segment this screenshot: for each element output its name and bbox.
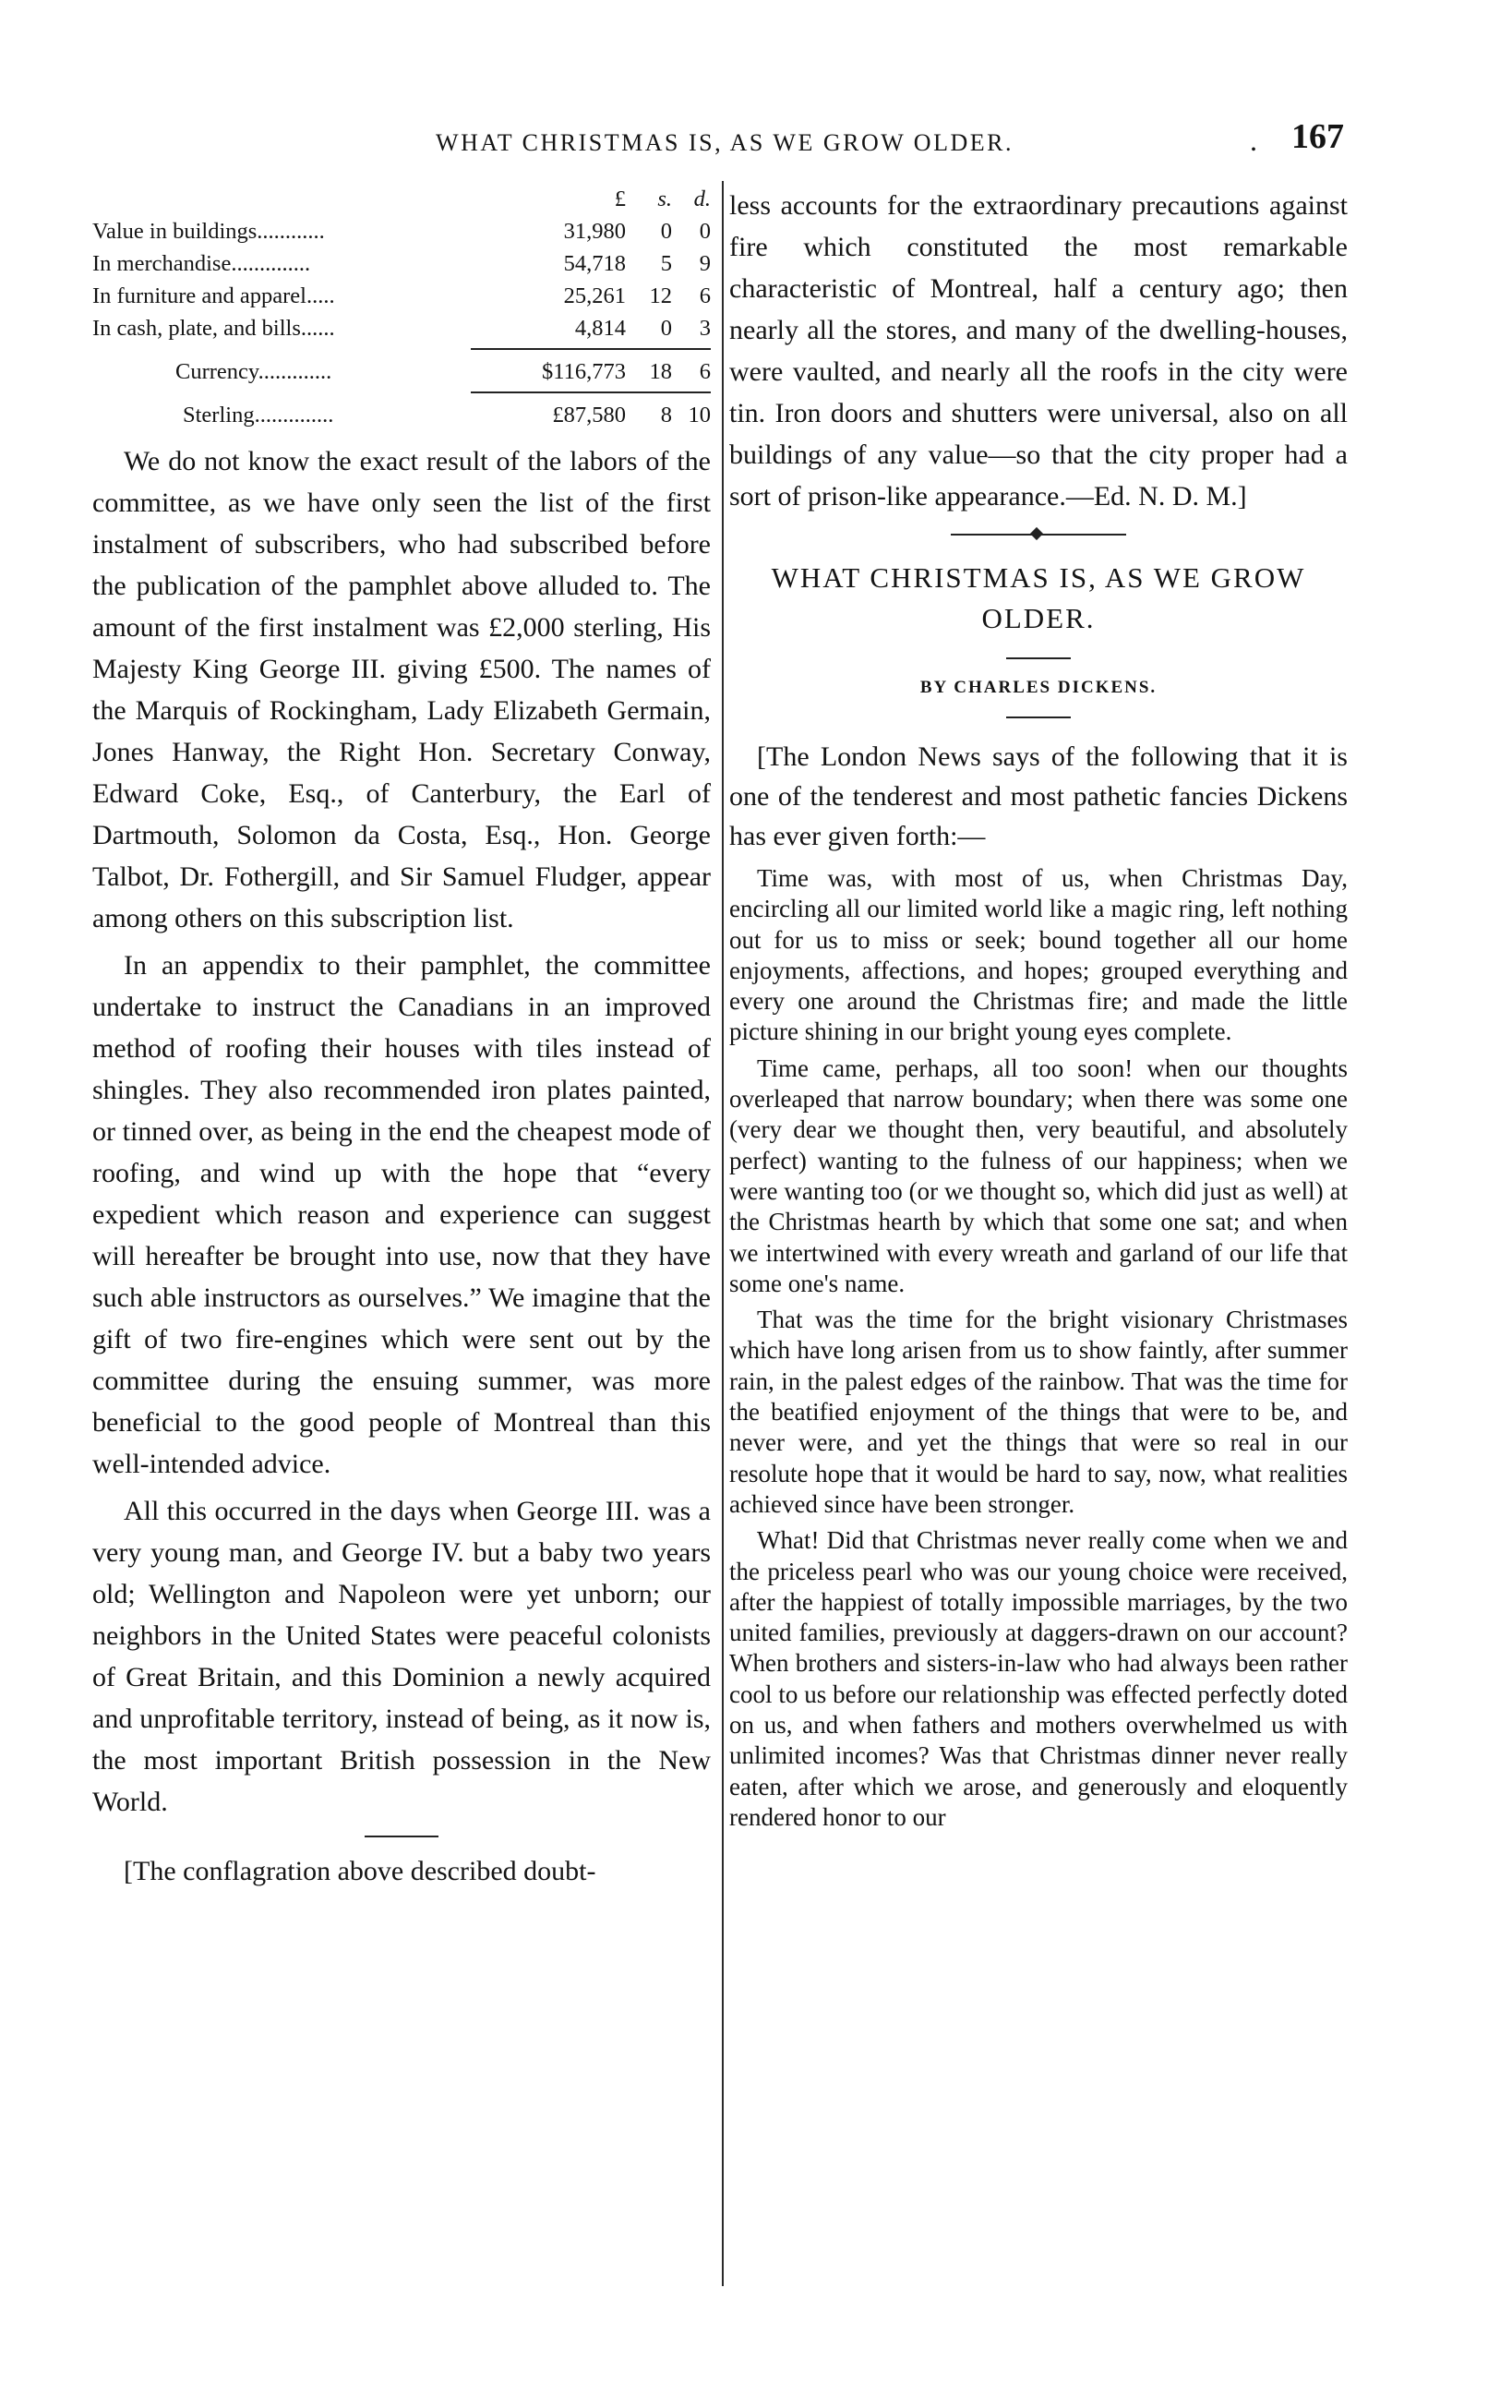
currency-pounds: $116,773 <box>542 359 626 384</box>
byline-rule <box>1006 716 1071 718</box>
paragraph: We do not know the exact result of the labors of the committee, as we have only seen the list of the first instalment of subscribers, who had subscribed before the publication of the pamphlet above alluded to. The amount of the first instalment was £2,000 sterling, His Majesty King George III. giving £500. The names of the Marquis of Rockingham, Lady Elizabeth Germain, Jones Hanway, the Right Hon. Secretary Conway, Edward Coke, Esq., of Canterbury, the Earl of Dartmouth, Solomon da Costa, Esq., Hon. George Talbot, Dr. Fothergill, and Sir Samuel Fludger, appear among others on this subscription list. <box>92 446 711 933</box>
sterling-pounds: £87,580 <box>552 403 626 427</box>
left-column <box>92 183 711 1892</box>
ornamental-rule <box>951 534 1126 536</box>
row-pounds: 31,980 <box>563 219 626 244</box>
row-shillings: 0 <box>660 219 672 244</box>
sum-rule <box>471 391 711 393</box>
intro-note: [The London News says of the following that it is one of the tenderest and most pathetic fancies Dickens has ever given forth:— <box>729 741 1348 851</box>
page-header <box>92 116 1357 172</box>
row-pounds: 25,261 <box>563 283 626 308</box>
editor-note: [The conflagration above described doubt- <box>124 1856 596 1886</box>
currency-label: Currency............. <box>175 359 332 384</box>
row-pence: 3 <box>699 316 711 341</box>
right-column <box>729 185 1348 1838</box>
row-pounds: 54,718 <box>563 251 626 276</box>
section-rule <box>365 1836 438 1837</box>
page-number: 167 <box>1291 117 1344 156</box>
paragraph: Time was, with most of us, when Christmas Day, encircling all our limited world like a magic ring, left nothing out for us to miss or seek; bound together all our home enjoyments, affections, and hopes; grouped everything and every one around the Christmas fire; and made the little picture shining in our bright young eyes complete. <box>729 864 1348 1046</box>
paragraph: What! Did that Christmas never really come when we and the priceless pearl who was our young choice were received, after the happiest of totally impossible marriages, by the two united families, previously at daggers-drawn on our account? When brothers and sisters-in-law who had always been rather cool to us before our relationship was effected perfectly doted on us, and when fathers and mothers overwhelmed us with unlimited incomes? Was that Christmas dinner never really eaten, after which we arose, and generously and eloquently rendered honor to our <box>729 1526 1348 1831</box>
paragraph: All this occurred in the days when George III. was a very young man, and George IV. but a baby two years old; Wellington and Napoleon were yet unborn; our neighbors in the United States were peaceful colonists of Great Britain, and this Dominion a newly acquired and unprofitable territory, instead of being, as it now is, the most important British possession in the New World. <box>92 1496 711 1817</box>
row-shillings: 0 <box>660 316 672 341</box>
sum-rule <box>471 348 711 350</box>
currency-total-row <box>92 355 711 388</box>
editor-note-continued: less accounts for the extraordinary precautions against fire which constituted the most remarkable characteristic of Montreal, half a century ago; then nearly all the stores, and many of the dwelling-houses, were vaulted, and nearly all the roofs in the city were tin. Iron doors and shutters were universal, also on all buildings of any value—so that the city proper had a sort of prison-like appearance.—Ed. N. D. M.] <box>729 190 1348 512</box>
sterling-label: Sterling.............. <box>183 403 334 427</box>
sterling-pence: 10 <box>688 403 711 427</box>
row-label: In furniture and apparel..... <box>92 283 335 308</box>
row-pence: 0 <box>699 219 711 244</box>
paragraph: Time came, perhaps, all too soon! when our thoughts overleaped that narrow boundary; when there was some one (very dear we thought then, very beautiful, and absolutely perfect) wanting to the fulness of our happiness; when we were wanting too (or we thought so, which did just as well) at the Christmas hearth by which that some one sat; and when we intertwined with every wreath and garland of our life that some one's name. <box>729 1054 1348 1297</box>
table-row <box>92 312 711 344</box>
pence-head: d. <box>693 187 711 211</box>
shillings-head: s. <box>657 187 672 211</box>
row-pence: 9 <box>699 251 711 276</box>
row-pence: 6 <box>699 283 711 308</box>
column-divider <box>722 181 724 2286</box>
sterling-total-row <box>92 399 711 431</box>
pounds-head: £ <box>614 187 626 211</box>
sterling-shillings: 8 <box>660 403 672 427</box>
row-label: Value in buildings............ <box>92 219 325 244</box>
table-header-row <box>92 183 711 215</box>
table-row <box>92 215 711 247</box>
row-pounds: 4,814 <box>574 316 626 341</box>
paragraph: That was the time for the bright visionary Christmases which have long arisen from us to show faintly, after summer rain, in the palest edges of the rainbow. That was the time for the beatified enjoyment of the things that were to be, and never were, and yet the things that were so real in our resolute hope that it would be hard to say, now, what realities achieved since have been stronger. <box>729 1306 1348 1518</box>
row-label: In cash, plate, and bills...... <box>92 316 335 341</box>
table-row <box>92 247 711 280</box>
currency-pence: 6 <box>699 359 711 384</box>
paragraph: In an appendix to their pamphlet, the committee undertake to instruct the Canadians in an improved method of roofing their houses with tiles instead of shingles. They also recommended iron plates painted, or tinned over, as being in the end the cheapest mode of roofing, and wind up with the hope that “every expedient which reason and experience can suggest will hereafter be brought into use, now that they have such able instructors as ourselves.” We imagine that the gift of two fire-engines which were sent out by the committee during the ensuing summer, was more beneficial to the good people of Montreal than this well-intended advice. <box>92 950 711 1479</box>
currency-shillings: 18 <box>649 359 672 384</box>
row-shillings: 5 <box>660 251 672 276</box>
header-dot: . <box>1250 124 1257 157</box>
valuation-table <box>92 183 711 431</box>
row-shillings: 12 <box>649 283 672 308</box>
article-title: WHAT CHRISTMAS IS, AS WE GROW OLDER. <box>771 561 1306 634</box>
diamond-ornament <box>1030 527 1043 540</box>
byline: BY CHARLES DICKENS. <box>919 678 1158 697</box>
table-row <box>92 280 711 312</box>
running-title: WHAT CHRISTMAS IS, AS WE GROW OLDER. <box>436 129 1014 156</box>
title-rule <box>1006 657 1071 659</box>
row-label: In merchandise.............. <box>92 251 311 276</box>
